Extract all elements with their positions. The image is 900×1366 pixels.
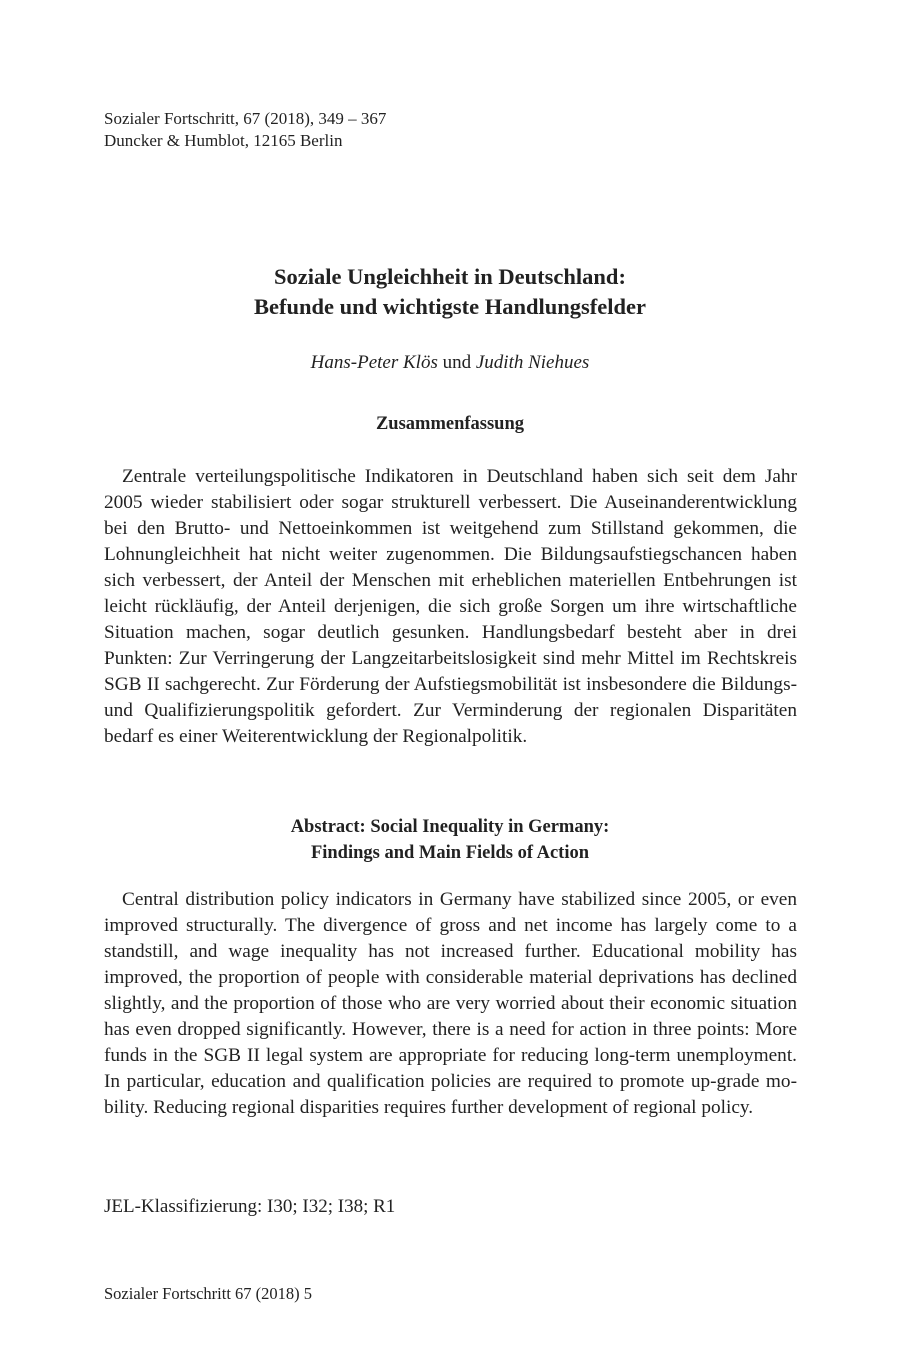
jel-classification: JEL-Klassifizierung: I30; I32; I38; R1 xyxy=(104,1196,396,1217)
abstract-heading-line1: Abstract: Social Inequality in Germany: xyxy=(290,817,610,837)
author-2: Judith Niehues xyxy=(475,352,590,373)
article-title xyxy=(0,262,900,322)
author-connector: und xyxy=(437,352,476,373)
page-footer: Sozialer Fortschritt 67 (2018) 5 xyxy=(104,1284,313,1303)
article-title-line1: Soziale Ungleichheit in Deutschland: xyxy=(274,264,626,289)
abstract-heading-line2: Findings and Main Fields of Action xyxy=(310,843,590,863)
abstract-heading xyxy=(0,814,900,866)
zusammenfassung-heading: Zusammenfassung xyxy=(375,414,525,434)
publisher-line: Duncker & Humblot, 12165 Berlin xyxy=(104,131,343,150)
article-title-line2: Befunde und wichtigste Handlungsfelder xyxy=(254,294,646,319)
abstract-text: Central distribution policy indicators in Germany have stabilized since 2005, or even improved structurally. The divergence of gross and net income has largely come to a standstill, and wage inequality has not increased further. Educational mobility has improved, the proportion of people with considerable material deprivations has declined slightly, and the proportion of those who are very worried about their economic situation has even dropped significantly. However, there is a need for action in three points: More funds in the SGB II legal system are appropriate for reducing long-term unemployment. In particular, education and qualification policies are required to promote up-grade mobility. Reducing regional disparities requires further development of regional policy. xyxy=(104,889,797,1118)
journal-citation: Sozialer Fortschritt, 67 (2018), 349 – 367 xyxy=(104,109,387,128)
author-1: Hans-Peter Klös xyxy=(310,352,438,373)
journal-header xyxy=(104,108,386,152)
author-line xyxy=(0,351,900,375)
zusammenfassung-text: Zentrale verteilungspolitische Indikatoren in Deutschland haben sich seit dem Jahr 2005 wieder stabilisiert oder sogar strukturell verbessert. Die Auseinanderentwicklung bei den Brutto- und Nettoeinkommen ist weitgehend zum Stillstand gekommen, die Lohnungleichheit hat nicht weiter zugenommen. Die Bildungsaufstiegschancen haben sich verbessert, der Anteil der Menschen mit erheblichen materiellen Entbehrungen ist leicht rückläufig, der Anteil derjenigen, die sich große Sorgen um ihre wirtschaftliche Situation machen, sogar deutlich gesunken. Handlungsbedarf besteht aber in drei Punkten: Zur Verringerung der Langzeitarbeitslosigkeit sind mehr Mittel im Rechtskreis SGB II sachgerecht. Zur Förderung der Aufstiegsmobilität ist insbesondere die Bildungs- und Qualifizierungspolitik gefordert. Zur Verminderung der regionalen Disparitäten bedarf es einer Weiterentwicklung der Regionalpolitik. xyxy=(104,466,797,747)
